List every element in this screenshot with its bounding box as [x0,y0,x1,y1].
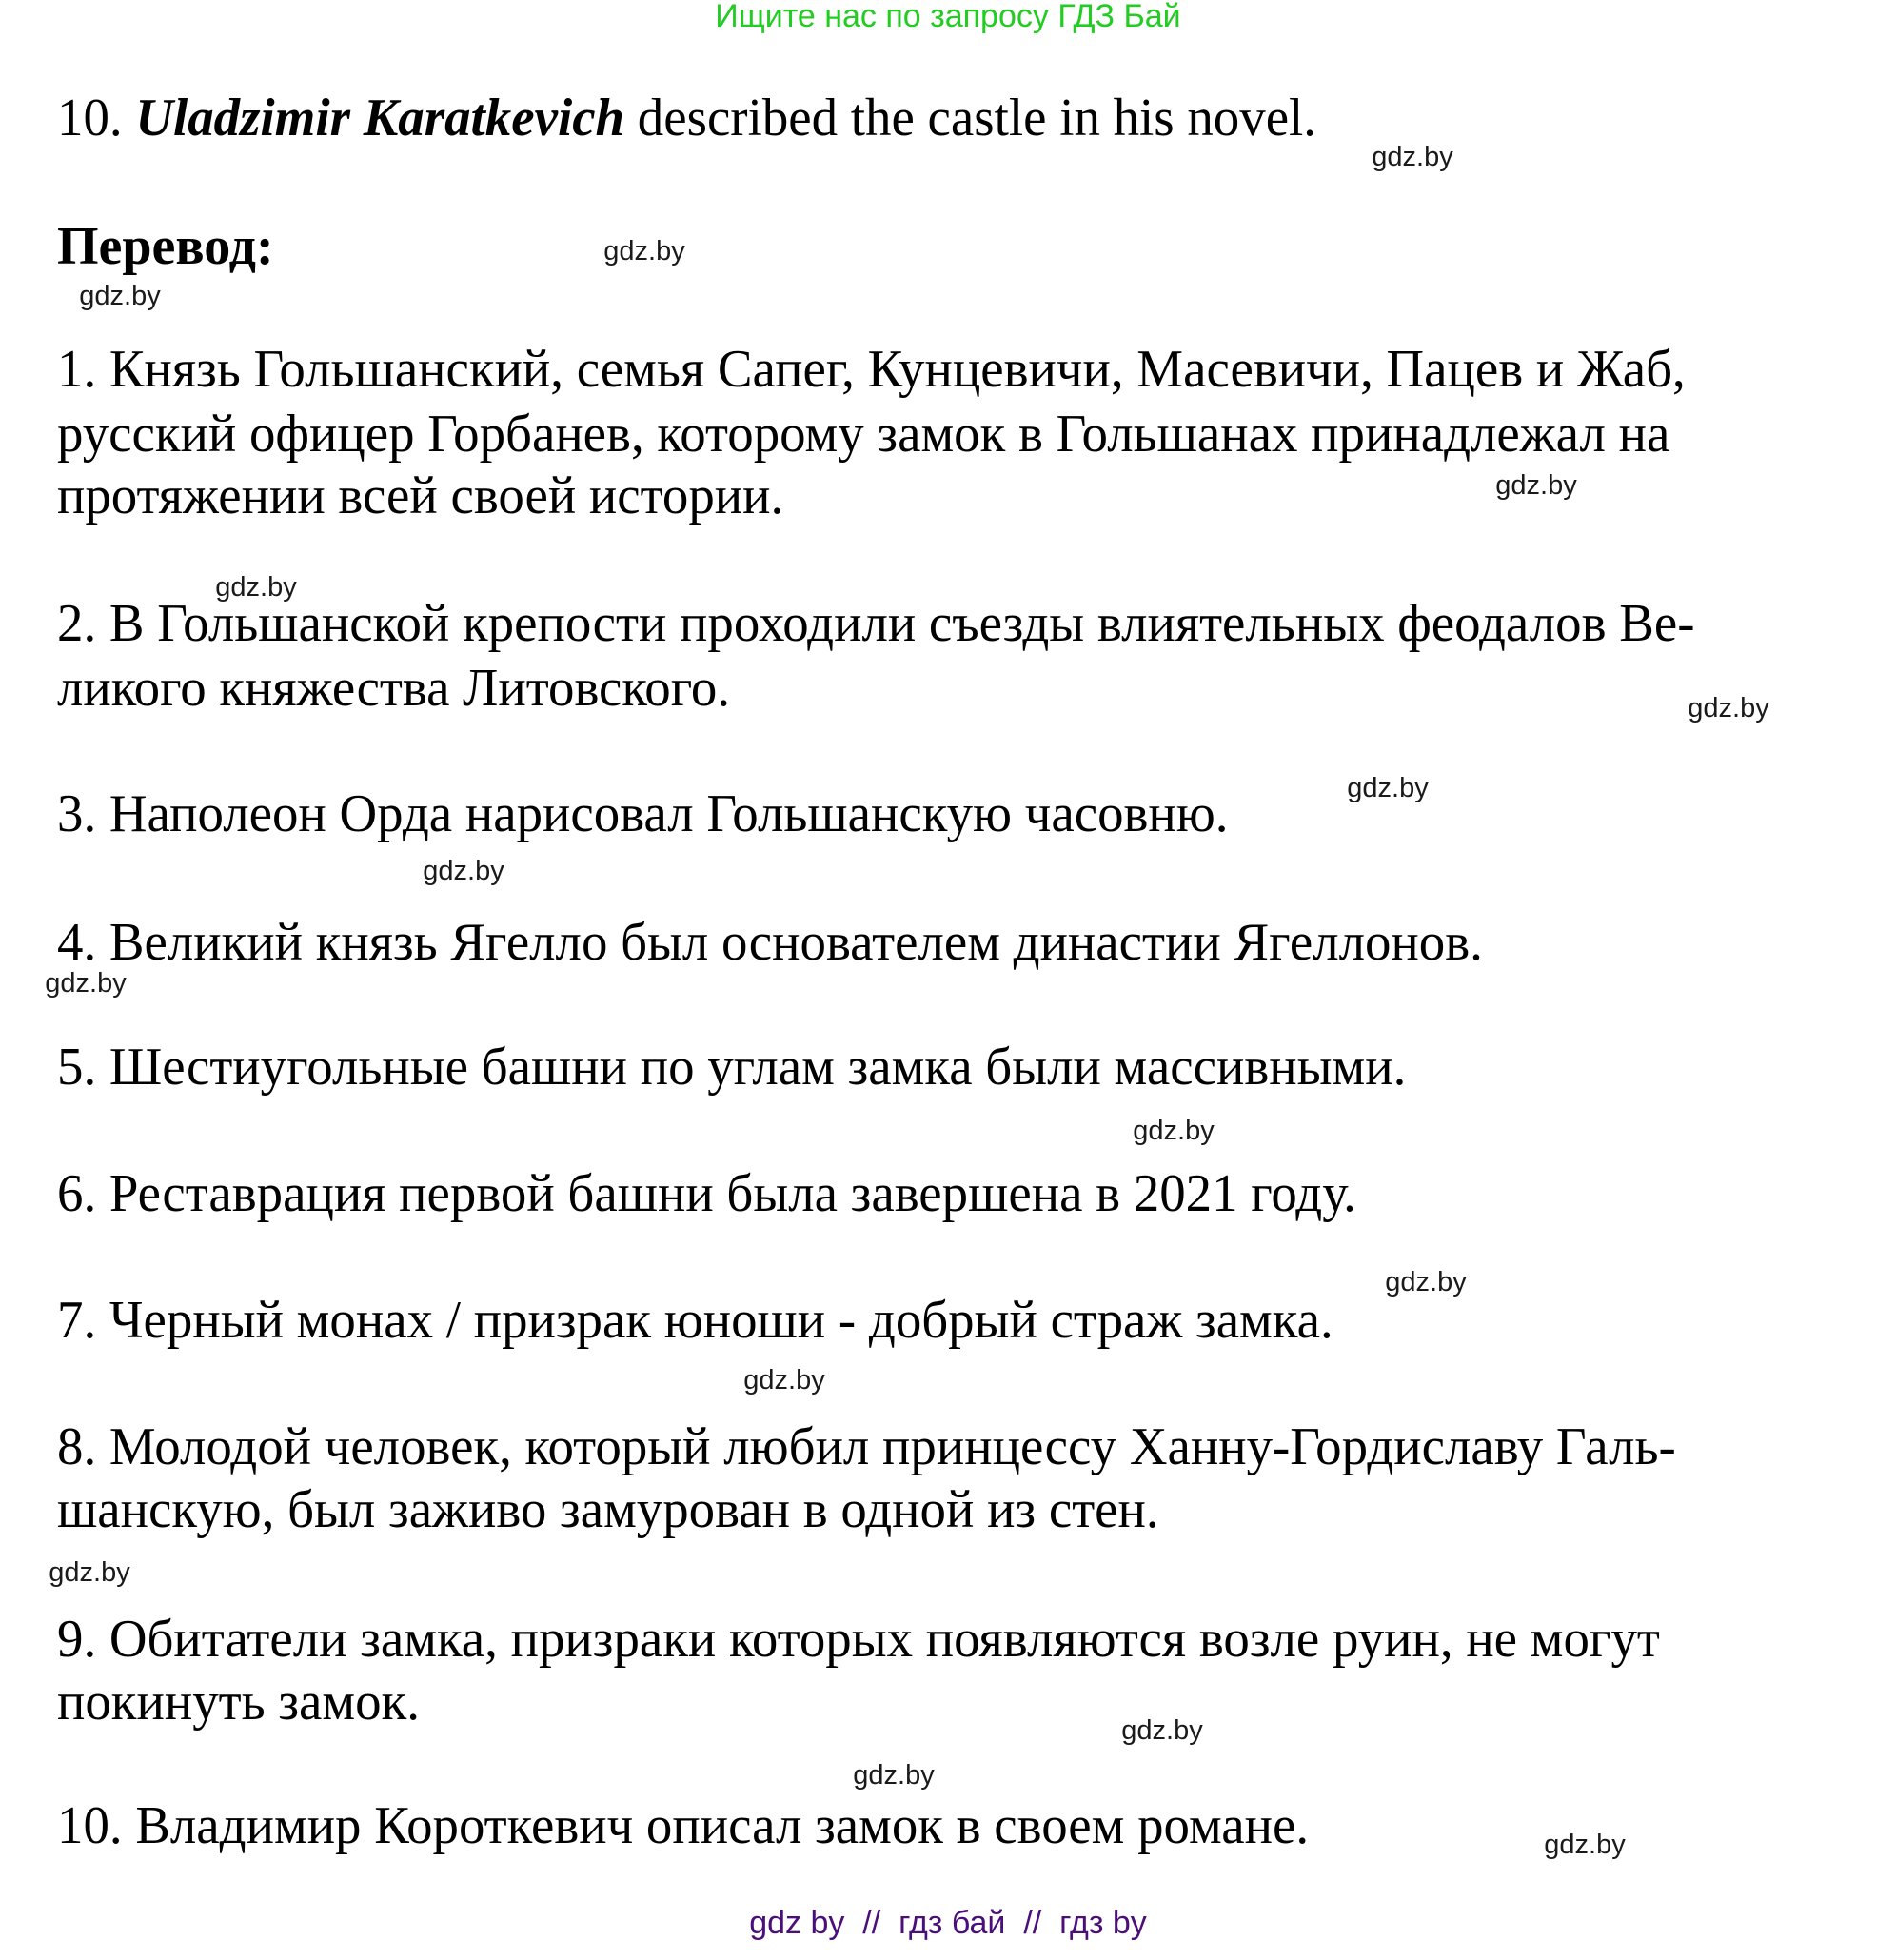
sentence-number: 10. [57,89,123,148]
watermark: gdz.by [1385,1267,1467,1297]
translation-line-4: 4. Великий князь Ягелло был основателем династии Ягеллонов. [57,913,1483,972]
source-sentence [57,87,1316,149]
translation-line-8b: шанскую, был заживо замурован в одной из стен. [57,1480,1159,1539]
watermark: gdz.by [1495,470,1577,501]
translation-line-8a: 8. Молодой человек, который любил принцессу Ханну-Гордиславу Галь- [57,1417,1676,1476]
watermark: gdz.by [1121,1715,1203,1746]
search-hint-banner: Ищите нас по запросу ГДЗ Бай [715,0,1181,34]
watermark: gdz.by [1133,1116,1215,1146]
translation-line-6: 6. Реставрация первой башни была завершена в 2021 году. [57,1164,1356,1223]
watermark: gdz.by [45,968,127,999]
translation-line-9a: 9. Обитатели замка, призраки которых появляются возле руин, не могут [57,1610,1660,1669]
watermark: gdz.by [1688,693,1769,723]
watermark: gdz.by [1347,773,1429,803]
sentence-rest: described the castle in his novel. [637,89,1317,148]
translation-line-2a: 2. В Гольшанской крепости проходили съезды влиятельных феодалов Ве- [57,594,1695,653]
translation-line-1c: протяжении всей своей истории. [57,466,784,525]
watermark: gdz.by [423,856,504,886]
translation-line-1b: русский офицер Горбанев, которому замок в Гольшанах принадлежал на [57,405,1670,464]
watermark: gdz.by [853,1760,935,1791]
watermark: gdz.by [603,236,685,267]
translation-line-10: 10. Владимир Короткевич описал замок в своем романе. [57,1796,1310,1855]
watermark: gdz.by [1544,1830,1626,1860]
translation-line-7: 7. Черный монах / призрак юноши - добрый страж замка. [57,1291,1333,1350]
watermark: gdz.by [1372,142,1453,172]
footer-site-links: gdz by // гдз бай // гдз by [749,1905,1147,1941]
watermark: gdz.by [79,281,161,311]
translation-line-5: 5. Шестиугольные башни по углам замка были массивными. [57,1038,1407,1097]
translation-line-1a: 1. Князь Гольшанский, семья Сапег, Кунцевичи, Масевичи, Пацев и Жаб, [57,340,1686,399]
watermark: gdz.by [49,1557,130,1588]
translation-line-9b: покинуть замок. [57,1673,420,1732]
translation-line-2b: ликого княжества Литовского. [57,659,731,718]
watermark: gdz.by [743,1365,825,1396]
translation-heading: Перевод: [57,217,274,276]
author-name: Uladzimir Karatkevich [135,89,625,148]
translation-line-3: 3. Наполеон Орда нарисовал Гольшанскую часовню. [57,784,1229,843]
watermark: gdz.by [215,572,297,603]
